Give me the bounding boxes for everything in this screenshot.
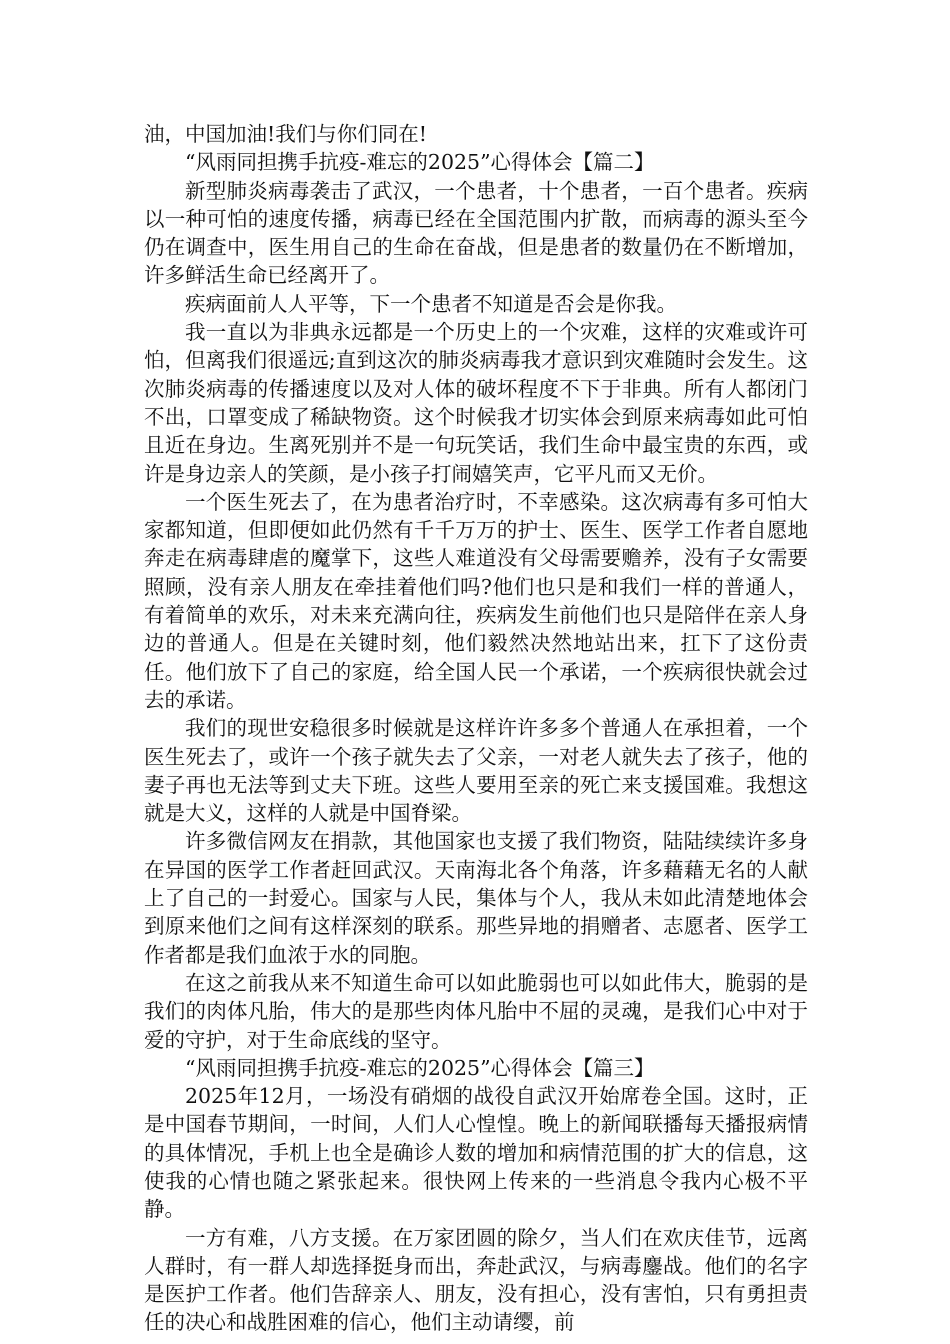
- paragraph: 2025年12月，一场没有硝烟的战役自武汉开始席卷全国。这时，正是中国春节期间，一时间，人们人心惶惶。晚上的新闻联播每天播报病情的具体情况，手机上也全是确诊人数的增加和病情范围的扩大的信息，这使我的心情也随之紧张起来。很快网上传来的一些消息令我内心极不平静。: [144, 1084, 808, 1222]
- section-heading-part-three: “风雨同担携手抗疫-难忘的2025”心得体会【篇三】: [185, 1055, 655, 1080]
- paragraph: 新型肺炎病毒袭击了武汉，一个患者，十个患者，一百个患者。疾病以一种可怕的速度传播，病毒已经在全国范围内扩散，而病毒的源头至今仍在调查中，医生用自己的生命在奋战，但是患者的数量仍在不断增加，许多鲜活生命已经离开了。: [144, 178, 808, 288]
- paragraph: 许多微信网友在捐款，其他国家也支援了我们物资，陆陆续续许多身在异国的医学工作者赶回武汉。天南海北各个角落，许多藉藉无名的人献上了自己的一封爱心。国家与人民，集体与个人，我从未如此清楚地体会到原来他们之间有这样深刻的联系。那些异地的捐赠者、志愿者、医学工作者都是我们血浓于水的同胞。: [144, 829, 808, 967]
- paragraph: 我们的现世安稳很多时候就是这样许许多多个普通人在承担着，一个医生死去了，或许一个孩子就失去了父亲，一对老人就失去了孩子，他的妻子再也无法等到丈夫下班。这些人要用至亲的死亡来支援国难。我想这就是大义，这样的人就是中国脊梁。: [144, 716, 808, 826]
- paragraph: 在这之前我从来不知道生命可以如此脆弱也可以如此伟大，脆弱的是我们的肉体凡胎，伟大的是那些肉体凡胎中不屈的灵魂，是我们心中对于爱的守护，对于生命底线的坚守。: [144, 970, 808, 1052]
- paragraph-continuation: 油，中国加油!我们与你们同在!: [144, 122, 427, 146]
- document-body: [144, 120, 808, 1337]
- section-heading-part-two: “风雨同担携手抗疫-难忘的2025”心得体会【篇二】: [185, 150, 655, 175]
- paragraph: 一个医生死去了，在为患者治疗时，不幸感染。这次病毒有多可怕大家都知道，但即便如此仍然有千千万万的护士、医生、医学工作者自愿地奔走在病毒肆虐的魔掌下，这些人难道没有父母需要赡养，没有子女需要照顾，没有亲人朋友在牵挂着他们吗?他们也只是和我们一样的普通人，有着简单的欢乐，对未来充满向往，疾病发生前他们也只是陪伴在亲人身边的普通人。但是在关键时刻，他们毅然决然地站出来，扛下了这份责任。他们放下了自己的家庭，给全国人民一个承诺，一个疾病很快就会过去的承诺。: [144, 489, 808, 712]
- paragraph: 我一直以为非典永远都是一个历史上的一个灾难，这样的灾难或许可怕，但离我们很遥远;直到这次的肺炎病毒我才意识到灾难随时会发生。这次肺炎病毒的传播速度以及对人体的破坏程度不下于非典。所有人都闭门不出，口罩变成了稀缺物资。这个时候我才切实体会到原来病毒如此可怕且近在身边。生离死别并不是一句玩笑话，我们生命中最宝贵的东西，或许是身边亲人的笑颜，是小孩子打闹嬉笑声，它平凡而又无价。: [144, 320, 808, 486]
- paragraph: 疾病面前人人平等，下一个患者不知道是否会是你我。: [185, 291, 677, 316]
- paragraph: 一方有难，八方支援。在万家团圆的除夕，当人们在欢庆佳节，远离人群时，有一群人却选择挺身而出，奔赴武汉，与病毒鏖战。他们的名字是医护工作者。他们告辞亲人、朋友，没有担心，没有害怕，只有勇担责任的决心和战胜困难的信心，他们主动请缨，前: [144, 1225, 808, 1335]
